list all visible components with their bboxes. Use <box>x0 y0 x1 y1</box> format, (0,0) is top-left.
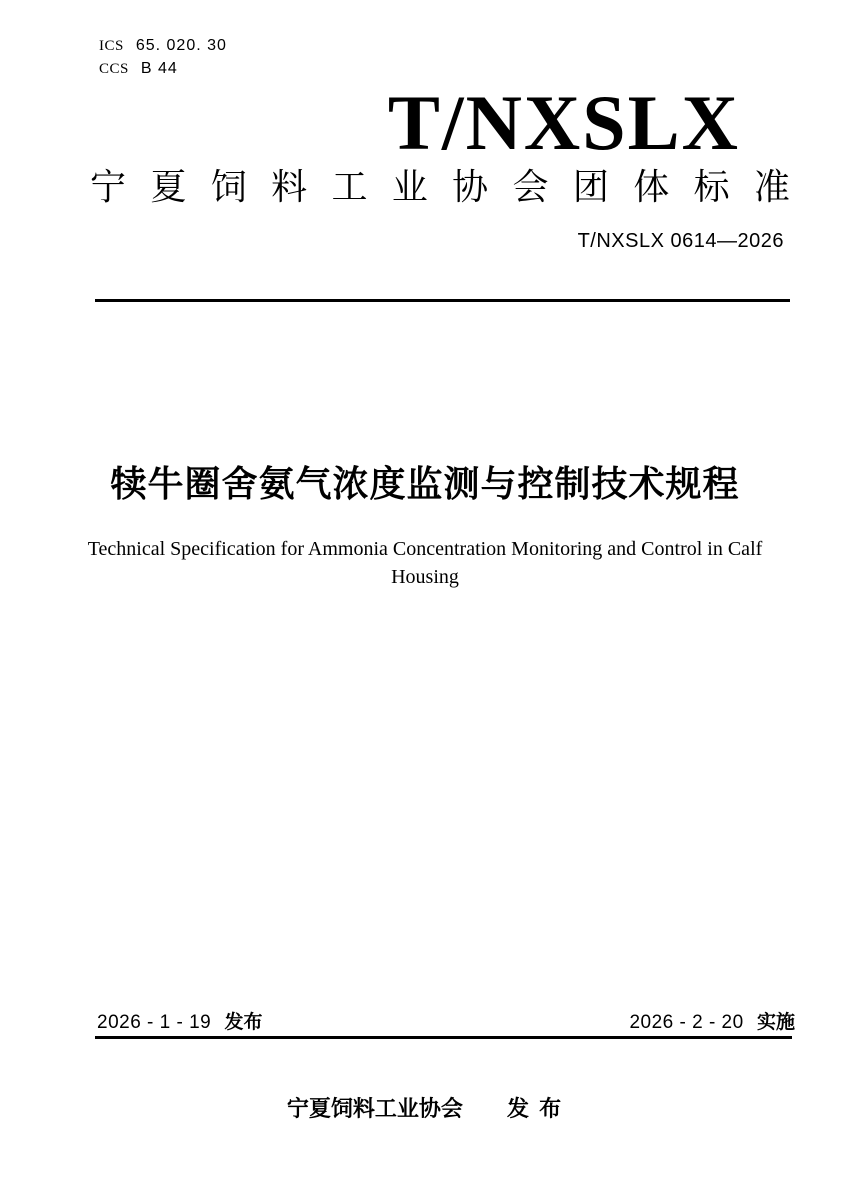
publisher-row <box>0 1092 850 1123</box>
standard-number: T/NXSLX 0614—2026 <box>577 230 784 252</box>
document-title-en: Technical Specification for Ammonia Concentration Monitoring and Control in Calf Housing <box>87 538 763 588</box>
footer-divider-rule <box>95 1036 792 1039</box>
release-date-item <box>97 1007 263 1034</box>
dates-row <box>97 1007 795 1034</box>
standard-logo: T/NXSLX <box>387 79 740 166</box>
ccs-code-row <box>99 61 227 77</box>
ics-value: 65. 020. 30 <box>135 37 227 54</box>
publisher-label: 发 布 <box>507 1096 564 1121</box>
header-divider-rule <box>95 299 790 302</box>
ics-code-row <box>99 38 227 54</box>
ccs-value: B 44 <box>140 60 178 77</box>
classification-codes <box>99 38 227 84</box>
implementation-date: 2026 - 2 - 20 <box>629 1012 744 1033</box>
release-label: 发布 <box>224 1012 263 1033</box>
publisher-name: 宁夏饲料工业协会 <box>286 1096 463 1121</box>
release-date: 2026 - 1 - 19 <box>97 1012 212 1033</box>
association-standard-heading: 宁夏饲料工业协会团体标准 <box>90 166 790 207</box>
ccs-label: CCS <box>99 61 129 77</box>
implementation-label: 实施 <box>756 1012 795 1033</box>
ics-label: ICS <box>99 38 124 54</box>
document-title-zh: 犊牛圈舍氨气浓度监测与控制技术规程 <box>110 463 740 504</box>
implementation-date-item <box>629 1007 795 1034</box>
